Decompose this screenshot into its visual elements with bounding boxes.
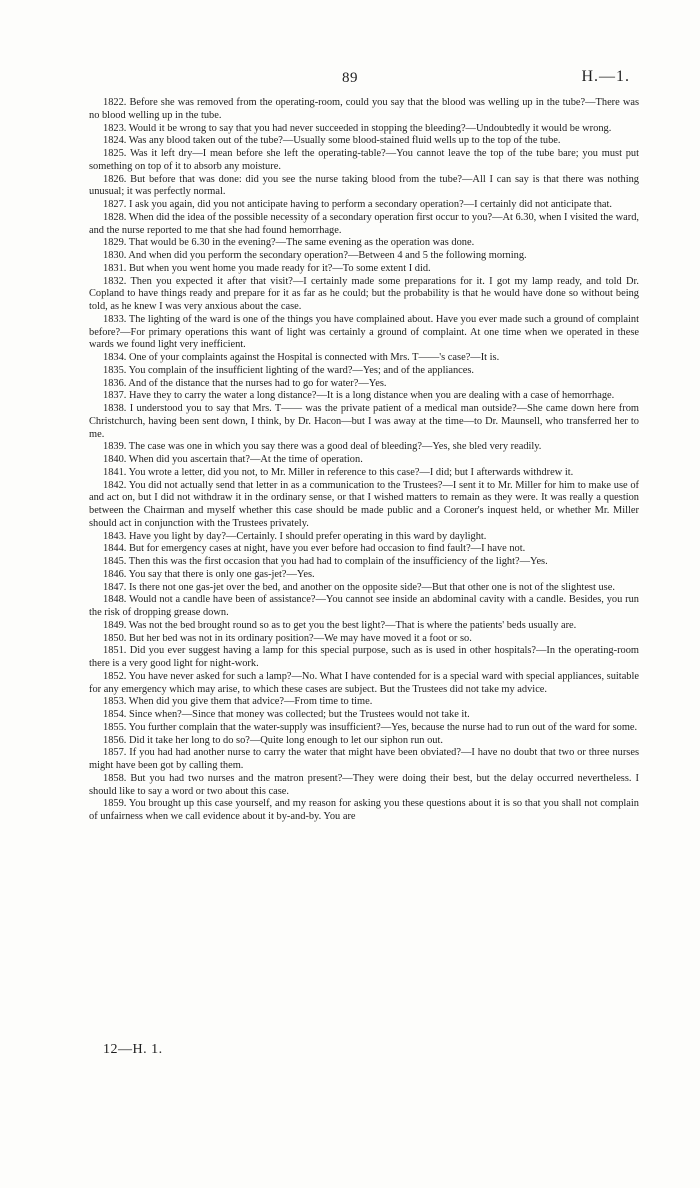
paragraph: 1831. But when you went home you made ready for it?—To some extent I did. (103, 262, 431, 274)
paragraph: 1826. But before that was done: did you see the nurse taking blood from the tube?—All I can say is that there was nothing unusual; it was perfectly normal. (89, 173, 639, 198)
paragraph: 1851. Did you ever suggest having a lamp for this special purpose, such as is used in other hospitals?—In the operating-room there is a very good light for night-work. (89, 645, 639, 669)
paragraph: 1844. But for emergency cases at night, have you ever before had occasion to find fault?—I have not. (103, 543, 526, 555)
paragraph: 1842. You did not actually send that letter in as a communication to the Trustees?—I sent it to Mr. Miller for him to make use of and act on, but I did not withdraw it in the ordinary sense, or that I wished matters to remain as they were. It was really a question between the Chairman and myself whether this case should be made public and a Coroner's inquest held, or whether Mr. Miller should act in conjunction with the Trustees privately. (89, 479, 639, 529)
page-number: 89 (342, 70, 358, 86)
paragraph: 1843. Have you light by day?—Certainly. I should prefer operating in this ward by daylight. (103, 530, 487, 542)
paragraph: 1835. You complain of the insufficient lighting of the ward?—Yes; and of the appliances. (103, 364, 475, 376)
paragraph: 1837. Have they to carry the water a long distance?—It is a long distance when you are dealing with a case of hemorrhage. (103, 390, 615, 402)
paragraph: 1855. You further complain that the water-supply was insufficient?—Yes, because the nurse had to run out of the ward for some. (103, 721, 638, 733)
paragraph: 1853. When did you give them that advice?—From time to time. (103, 696, 373, 708)
paragraph: 1839. The case was one in which you say there was a good deal of bleeding?—Yes, she bled very readily. (103, 441, 542, 453)
paragraph: 1846. You say that there is only one gas-jet?—Yes. (103, 568, 315, 580)
paragraph: 1849. Was not the bed brought round so as to get you the best light?—That is where the patients' beds usually are. (103, 619, 577, 631)
paragraph: 1858. But you had two nurses and the matron present?—They were doing their best, but the delay occurred nevertheless. I should like to say a word or two about this case. (89, 772, 639, 797)
paragraph: 1857. If you had had another nurse to carry the water that might have been obviated?—I have no doubt that two or three nurses might have been got by calling them. (89, 747, 639, 771)
paragraph: 1859. You brought up this case yourself, and my reason for asking you these questions about it is so that you shall not complain of unfairness when we call evidence about it by-and-by. You are (89, 798, 639, 822)
body-text (89, 97, 639, 824)
document-reference: H.—1. (581, 68, 630, 85)
paragraph: 1823. Would it be wrong to say that you had never succeeded in stopping the bleeding?—Undoubtedly it would be wrong. (103, 122, 612, 134)
paragraph: 1822. Before she was removed from the operating-room, could you say that the blood was welling up in the tube?—There was no blood welling up in the tube. (89, 97, 639, 121)
paragraph: 1832. Then you expected it after that visit?—I certainly made some preparations for it. I got my lamp ready, and told Dr. Copland to have things ready and prepare for it as far as he could; but the probability is that he would have done so without being told, as he knew I was very anxious about the case. (89, 275, 639, 312)
paragraph: 1850. But her bed was not in its ordinary position?—We may have moved it a foot or so. (103, 632, 472, 644)
paragraph: 1833. The lighting of the ward is one of the things you have complained about. Have you ever made such a ground of complaint before?—For primary operations this want of light was certainly a ground of complaint. At one time when we operated in these wards we found light very inefficient. (89, 313, 639, 351)
paragraph: 1841. You wrote a letter, did you not, to Mr. Miller in reference to this case?—I did; but I afterwards withdrew it. (103, 466, 574, 478)
paragraph: 1856. Did it take her long to do so?—Quite long enough to let our siphon run out. (103, 734, 443, 746)
paragraph: 1854. Since when?—Since that money was collected; but the Trustees would not take it. (103, 709, 470, 720)
printer-signature: 12—H. 1. (103, 1042, 163, 1057)
paragraph: 1825. Was it left dry—I mean before she left the operating-table?—You cannot leave the top of the tube bare; you must put something on top of it to absorb any moisture. (89, 148, 639, 172)
paragraph: 1827. I ask you again, did you not anticipate having to perform a secondary operation?—I certainly did not anticipate that. (103, 199, 612, 210)
paragraph: 1840. When did you ascertain that?—At the time of operation. (103, 454, 363, 465)
paragraph: 1829. That would be 6.30 in the evening?—The same evening as the operation was done. (103, 237, 475, 249)
paragraph: 1848. Would not a candle have been of assistance?—You cannot see inside an abdominal cavity with a candle. Besides, you run the risk of dropping grease down. (89, 594, 639, 618)
paragraph: 1852. You have never asked for such a lamp?—No. What I have contended for is a special ward with special appliances, suitable for any emergency which may arise, to which these cases are subject. But the Trustees did not take my advice. (89, 670, 639, 695)
paragraph: 1838. I understood you to say that Mrs. T—— was the private patient of a medical man outside?—She came down here from Christchurch, having been sent down, I think, by Dr. Hacon—but I was away at the time—to Dr. Maunsell, who transferred her to me. (89, 403, 639, 440)
paragraph: 1834. One of your complaints against the Hospital is connected with Mrs. T——'s case?—It is. (103, 352, 500, 363)
paragraph: 1836. And of the distance that the nurses had to go for water?—Yes. (103, 377, 387, 389)
paragraph: 1830. And when did you perform the secondary operation?—Between 4 and 5 the following morning. (103, 250, 527, 261)
paragraph: 1847. Is there not one gas-jet over the bed, and another on the opposite side?—But that other one is not of the slightest use. (103, 581, 615, 593)
paragraph: 1845. Then this was the first occasion that you had had to complain of the insufficiency of the light?—Yes. (103, 556, 548, 567)
paragraph: 1824. Was any blood taken out of the tube?—Usually some blood-stained fluid wells up to the top of the tube. (103, 135, 561, 147)
paragraph: 1828. When did the idea of the possible necessity of a secondary operation first occur to you?—At 6.30, when I visited the ward, and the nurse reported to me that she had found hemorrhage. (89, 211, 639, 236)
